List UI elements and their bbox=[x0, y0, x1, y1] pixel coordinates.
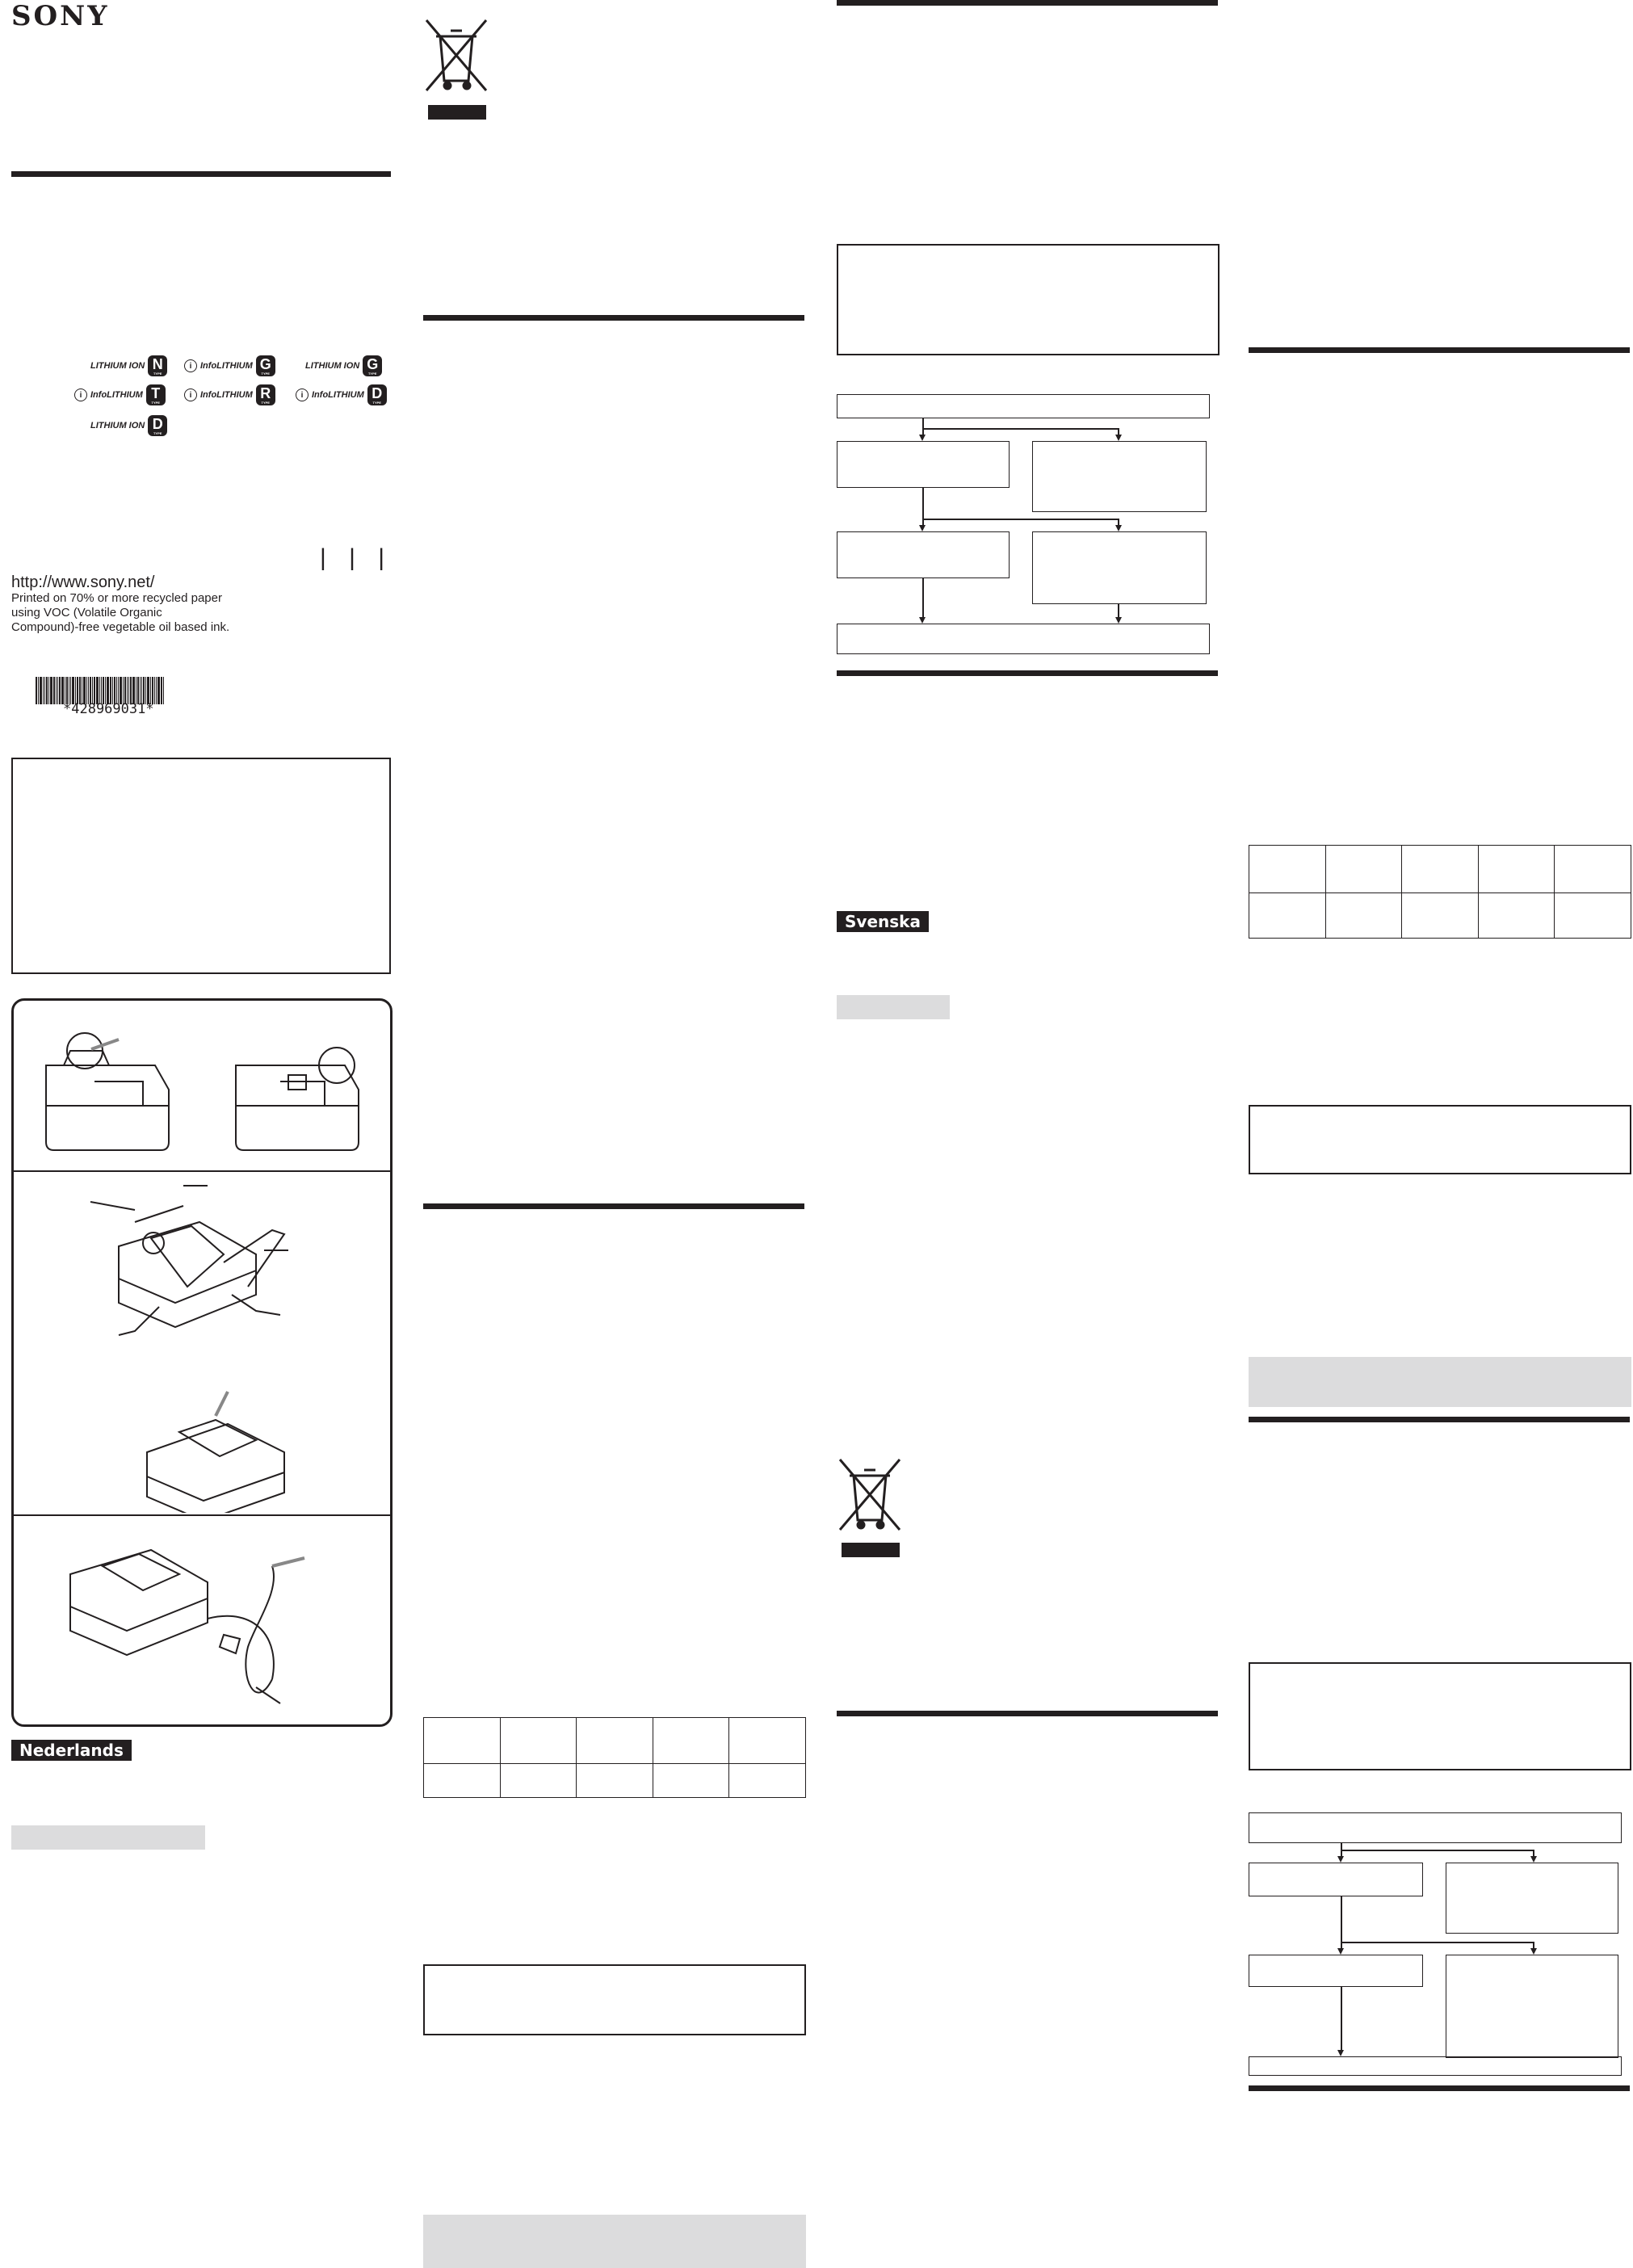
barcode-text: *428969031* bbox=[63, 701, 154, 717]
flow-line bbox=[922, 418, 924, 435]
recycled-line-3: Compound)-free vegetable oil based ink. bbox=[11, 620, 230, 634]
barcode-bar bbox=[157, 677, 160, 704]
barcode-bar bbox=[105, 677, 106, 704]
section-rule-c2-2 bbox=[423, 1203, 804, 1209]
type-d-badge-2: D TYPE bbox=[148, 415, 167, 436]
type-n-badge: N TYPE bbox=[148, 355, 167, 376]
barcode-bar bbox=[112, 677, 113, 704]
type-t-badge: T TYPE bbox=[146, 384, 166, 405]
flowchart-c4 bbox=[1249, 1812, 1622, 2076]
barcode-bar bbox=[137, 677, 139, 704]
flow-box-right-1 bbox=[1446, 1863, 1618, 1934]
barcode-bar bbox=[90, 677, 91, 704]
barcode-bar bbox=[130, 677, 132, 704]
barcode-bar bbox=[103, 677, 104, 704]
spec-table-c2 bbox=[423, 1717, 806, 1798]
section-band-sv bbox=[837, 995, 950, 1019]
barcode-bar bbox=[128, 677, 129, 704]
barcode-bar bbox=[154, 677, 155, 704]
battery-type-r: i InfoLITHIUM R TYPE bbox=[184, 384, 275, 405]
flow-arrowhead bbox=[1530, 1856, 1537, 1863]
info-icon: i bbox=[74, 388, 87, 401]
battery-type-lithium-g: LITHIUM ION G TYPE bbox=[305, 355, 382, 376]
barcode-bar bbox=[141, 677, 142, 704]
flow-box-bottom bbox=[837, 624, 1210, 654]
barcode-bar bbox=[145, 677, 146, 704]
weee-bin-icon-sv bbox=[833, 1455, 906, 1536]
barcode-bar bbox=[86, 677, 87, 704]
flow-box-left-1 bbox=[1249, 1863, 1423, 1896]
flow-arrowhead bbox=[1337, 1948, 1344, 1955]
barcode-bar bbox=[110, 677, 111, 704]
type-r-badge: R TYPE bbox=[256, 384, 275, 405]
barcode-bar bbox=[116, 677, 117, 704]
info-icon: i bbox=[184, 359, 197, 372]
weee-bar bbox=[428, 105, 486, 120]
barcode-bar bbox=[147, 677, 149, 704]
battery-type-n: LITHIUM ION N TYPE bbox=[90, 355, 167, 376]
barcode-bar bbox=[83, 677, 86, 704]
section-band-c2 bbox=[423, 2215, 806, 2268]
charger-step-2-illustration bbox=[14, 1174, 390, 1513]
notice-box-c4-2 bbox=[1249, 1662, 1631, 1770]
barcode-bar bbox=[161, 677, 162, 704]
barcode bbox=[36, 677, 165, 704]
info-icon: i bbox=[296, 388, 309, 401]
flow-line bbox=[922, 578, 924, 617]
barcode-bar bbox=[127, 677, 128, 704]
type-g-badge: G TYPE bbox=[256, 355, 275, 376]
barcode-bar bbox=[156, 677, 157, 704]
barcode-bar bbox=[124, 677, 126, 704]
barcode-bar bbox=[40, 677, 42, 704]
section-rule-c3-2 bbox=[837, 670, 1218, 676]
flow-line bbox=[1118, 519, 1119, 525]
info-icon: i bbox=[184, 388, 197, 401]
barcode-bar bbox=[92, 677, 93, 704]
notice-box bbox=[11, 758, 391, 974]
language-label-sv: Svenska bbox=[837, 911, 929, 932]
flow-box-right-2 bbox=[1446, 1955, 1618, 2058]
weee-bar-sv bbox=[842, 1543, 900, 1557]
flow-arrowhead bbox=[1530, 1948, 1537, 1955]
flow-box-top bbox=[837, 394, 1210, 418]
barcode-bar bbox=[70, 677, 71, 704]
barcode-bar bbox=[36, 677, 37, 704]
bars-marker: | | | bbox=[320, 544, 393, 571]
barcode-bar bbox=[163, 677, 164, 704]
barcode-bar bbox=[132, 677, 135, 704]
barcode-bar bbox=[88, 677, 89, 704]
barcode-bar bbox=[99, 677, 100, 704]
barcode-bar bbox=[114, 677, 115, 704]
barcode-bar bbox=[57, 677, 58, 704]
flow-box-top bbox=[1249, 1812, 1622, 1843]
charger-step-3-illustration bbox=[14, 1518, 390, 1720]
flowchart-c3 bbox=[837, 394, 1210, 657]
barcode-bar bbox=[46, 677, 48, 704]
flow-box-left-2 bbox=[837, 531, 1010, 578]
flow-arrowhead bbox=[1337, 2050, 1344, 2056]
barcode-bar bbox=[107, 677, 109, 704]
barcode-bar bbox=[38, 677, 39, 704]
flow-arrowhead bbox=[1337, 1856, 1344, 1863]
spec-table-c4 bbox=[1249, 845, 1631, 939]
section-rule-c2-1 bbox=[423, 315, 804, 321]
section-rule-c4-3 bbox=[1249, 2085, 1630, 2091]
barcode-bar bbox=[75, 677, 76, 704]
flow-box-right-2 bbox=[1032, 531, 1207, 604]
barcode-bar bbox=[77, 677, 78, 704]
section-rule-c3-top bbox=[837, 0, 1218, 6]
section-rule-c4-2 bbox=[1249, 1417, 1630, 1422]
barcode-bar bbox=[96, 677, 99, 704]
language-label-nl: Nederlands bbox=[11, 1740, 132, 1761]
flow-line bbox=[1341, 1850, 1534, 1851]
battery-type-t: i InfoLITHIUM T TYPE bbox=[74, 384, 166, 405]
barcode-bar bbox=[118, 677, 119, 704]
flow-line bbox=[1118, 604, 1119, 617]
battery-type-infolithium-g: i InfoLITHIUM G TYPE bbox=[184, 355, 275, 376]
sony-logo: SONY bbox=[11, 0, 110, 32]
barcode-bar bbox=[101, 677, 102, 704]
barcode-bar bbox=[48, 677, 49, 704]
barcode-bar bbox=[43, 677, 44, 704]
barcode-bar bbox=[152, 677, 153, 704]
barcode-bar bbox=[94, 677, 95, 704]
barcode-bar bbox=[50, 677, 52, 704]
battery-type-infolithium-d: i InfoLITHIUM D TYPE bbox=[296, 384, 387, 405]
section-rule-c4-1 bbox=[1249, 347, 1630, 353]
flow-arrowhead bbox=[919, 435, 926, 441]
barcode-bar bbox=[123, 677, 124, 704]
barcode-bar bbox=[56, 677, 57, 704]
charger-step-1-illustration bbox=[14, 1001, 390, 1167]
barcode-bar bbox=[140, 677, 141, 704]
type-g-badge-2: G TYPE bbox=[363, 355, 382, 376]
barcode-bar bbox=[143, 677, 145, 704]
battery-type-lithium-d: LITHIUM ION D TYPE bbox=[90, 415, 167, 436]
sony-url[interactable]: http://www.sony.net/ bbox=[11, 573, 155, 591]
flow-line bbox=[1533, 1850, 1534, 1856]
flow-line bbox=[1341, 1942, 1534, 1943]
flow-box-left-1 bbox=[837, 441, 1010, 488]
title-rule bbox=[11, 171, 391, 177]
flow-box-right-1 bbox=[1032, 441, 1207, 512]
panel-divider-2 bbox=[14, 1514, 390, 1516]
flow-arrowhead bbox=[1115, 525, 1122, 531]
flow-arrowhead bbox=[1115, 435, 1122, 441]
barcode-bar bbox=[150, 677, 151, 704]
barcode-bar bbox=[53, 677, 55, 704]
recycled-line-2: using VOC (Volatile Organic bbox=[11, 606, 162, 620]
barcode-bar bbox=[61, 677, 64, 704]
notice-box-c3 bbox=[837, 244, 1220, 355]
flow-box-left-2 bbox=[1249, 1955, 1423, 1987]
flow-line bbox=[922, 519, 1119, 520]
barcode-bar bbox=[120, 677, 122, 704]
barcode-bar bbox=[59, 677, 61, 704]
flow-line bbox=[1341, 1987, 1342, 2052]
notice-box-c4 bbox=[1249, 1105, 1631, 1174]
weee-bin-icon bbox=[420, 16, 493, 97]
flow-line bbox=[922, 428, 1119, 430]
flow-line bbox=[1533, 1942, 1534, 1948]
type-d-badge: D TYPE bbox=[367, 384, 387, 405]
section-band-nl bbox=[11, 1825, 205, 1850]
flow-arrowhead bbox=[919, 525, 926, 531]
barcode-bar bbox=[79, 677, 81, 704]
flow-box-bottom bbox=[1249, 2056, 1622, 2076]
notice-box-c2 bbox=[423, 1964, 806, 2035]
barcode-bar bbox=[72, 677, 74, 704]
panel-divider-1 bbox=[14, 1170, 390, 1172]
flow-line bbox=[1341, 1896, 1342, 1948]
section-band-c4 bbox=[1249, 1357, 1631, 1407]
barcode-bar bbox=[44, 677, 45, 704]
flow-arrowhead bbox=[1115, 617, 1122, 624]
section-rule-c3-3 bbox=[837, 1711, 1218, 1716]
barcode-bar bbox=[66, 677, 68, 704]
recycled-line-1: Printed on 70% or more recycled paper bbox=[11, 591, 222, 605]
flow-arrowhead bbox=[919, 617, 926, 624]
illustration-panel bbox=[11, 998, 393, 1727]
